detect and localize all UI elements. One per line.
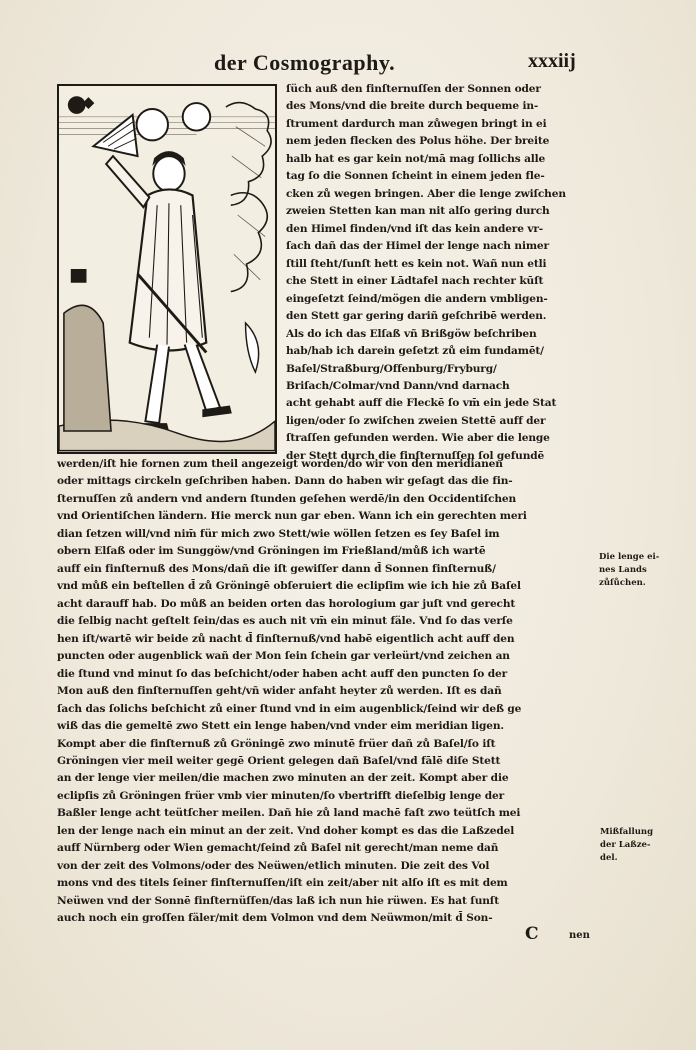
marginal-note-error [600,826,653,865]
text-column-wide [57,456,598,928]
text-line: Mon auß den finſternuſſen geht/vñ wider anfaht heyter zů werden. Iſt es dañ [57,685,502,698]
marginal-line: Die lenge ei- [599,552,660,562]
marginal-line: Mißfallung [600,827,654,837]
text-line: hen iſt/wartē wir beide zů nacht d̄ finſternuß/vnd habē eigentlich acht auff den [57,632,515,645]
marginal-line: nes Lands [599,565,647,575]
text-line: den Stett gar gering dariñ geſchribē werden. [286,310,547,323]
text-line: eingeſetzt ſeind/mögen die andern vmbligen- [286,292,548,305]
marginal-line: del. [600,853,618,863]
marginal-line: der Laßze- [600,840,651,850]
text-line: der Stett durch die finſternuſſen ſol gefundē [286,449,545,462]
text-line: Gröningen vier meil weiter gegē Orient gelegen dañ Baſel/vnd fālē diſe Stett [57,754,501,767]
text-line: ligen/oder ſo zwiſchen zweien Stettē auff der [286,414,546,427]
text-line: vnd můß ein beſtellen d̄ zů Gröningē obſeruiert die eclipſim wie ich hie zů Baſel [57,580,521,593]
catchword: nen [569,930,590,941]
text-line: Briſach/Colmar/vnd Dann/vnd darnach [286,379,510,392]
text-line: Kompt aber die finſternuß zů Gröningē zwo minutē früer dañ zů Baſel/ſo iſt [57,737,496,750]
text-line: len der lenge nach ein minut an der zeit. Vnd doher kompt es das die Laßzedel [57,824,515,837]
text-line: die ſelbig nacht geſtelt ſein/das es auch nit vm̄ ein minut fäle. Vnd ſo das verſe [57,615,513,628]
text-line: ſtraſſen gefunden werden. Wie aber die lenge [286,432,550,445]
text-line: Neüwen vnd der Sonnē finſternüſſen/das laß ich nun hie rüwen. Es hat ſunſt [57,894,499,907]
signature-mark: C [525,924,539,944]
text-line: eclipſis zů Gröningen früer vmb vier minuten/ſo vbertrifft dieſelbig lenge der [57,789,505,802]
woodcut-astronomer-icon [57,84,277,454]
text-line: puncten oder augenblick wañ der Mon ſein ſchein gar verleürt/vnd zeichen an [57,650,510,663]
text-line: dian ſetzen will/vnd nim̄ für mich zwo Stett/wie wöllen ſetzen es ſey Baſel im [57,527,500,540]
text-line: des Mons/vnd die breite durch bequeme in- [286,100,539,113]
text-line: halb hat es gar kein not/mā mag ſollichs alle [286,152,546,165]
text-line: cken zů wegen bringen. Aber die lenge zwiſchen [286,187,566,200]
text-line: ſach das ſolichs beſchicht zů einer ſtund vnd in eim augenblick/ſeind wir deß ge [57,702,522,715]
text-line: an der lenge vier meilen/die machen zwo minuten an der zeit. Kompt aber die [57,772,509,785]
text-column-narrow [286,81,598,465]
text-line: tag ſo die Sonnen ſcheint in einem jeden fle- [286,170,545,183]
text-line: vnd Orientiſchen ländern. Hie merck nun gar eben. Wann ich ein gerechten meri [57,510,527,523]
text-line: ſtrument dardurch man zůwegen bringt in ei [286,117,547,130]
running-header-title: der Cosmography. [214,50,396,75]
text-line: hab/hab ich darein geſetzt zů eim fundamēt/ [286,345,544,358]
text-line: den Himel finden/vnd iſt das kein andere vr- [286,222,544,235]
text-line: auff ein finſternuß des Mons/dañ die iſt gewiſſer dann d̄ Sonnen finſternuß/ [57,562,496,575]
folio-number: xxxiij [528,50,576,72]
marginal-note-length [599,551,659,590]
text-line: ſternuſſen zů andern vnd andern ſtunden geſehen werdē/in den Occidentiſchen [57,492,517,505]
text-line: von der zeit des Volmons/oder des Neüwen/etlich minuten. Die zeit des Vol [57,859,490,872]
text-line: mons vnd des titels ſeiner finſternuſſen/iſt ein zeit/aber nit alſo iſt es mit dem [57,877,508,890]
text-line: acht darauff hab. Do můß an beiden orten das horologium gar juſt vnd gerecht [57,597,516,610]
text-line: auff Nürnberg oder Wien gemacht/ſeind zů Baſel nit gerecht/man neme dañ [57,842,499,855]
text-line: Als do ich das Elſaß vñ Brißgöw beſchriben [286,327,537,340]
text-line: auch noch ein groſſen fäler/mit dem Volmon vnd dem Neüwmon/mit d̄ Son- [57,912,493,925]
text-line: ſach dañ das der Himel der lenge nach nimer [286,240,549,253]
text-line: werden/iſt hie fornen zum theil angezeigt worden/do wir von den meridianen [57,458,503,470]
text-line: che Stett in einer Lādtafel nach rechter kūſt [286,275,544,288]
text-line: Baßler lenge acht teütſcher meilen. Dañ hie zů land machē faſt zwo teütſch mei [57,807,521,820]
text-line: ſtill ſteht/ſunſt hett es kein not. Wañ nun etli [286,257,547,270]
text-line: nem jeden flecken des Polus höhe. Der breite [286,135,550,148]
text-line: zweien Stetten kan man nit alſo gering durch [286,205,550,218]
text-line: Baſel/Straßburg/Offenburg/Fryburg/ [286,362,497,375]
text-line: oder mittags circkeln geſchriben haben. Dann do haben wir geſagt das die fin- [57,475,513,488]
text-line: obern Elſaß oder im Sunggöw/vnd Gröningen im Frießland/můß ich wartē [57,545,486,558]
text-line: die ſtund vnd minut ſo das beſchicht/oder haben acht auff den puncten ſo der [57,667,508,680]
text-line: wiß das die gemeltē zwo Stett ein lenge haben/vnd vnder eim meridian ligen. [57,720,504,733]
text-line: ſüch auß den finſternuſſen der Sonnen oder [286,83,541,95]
text-line: acht gehabt auff die Fleckē ſo vm̄ ein jede Stat [286,397,557,410]
marginal-line: zůſůchen. [599,578,646,588]
